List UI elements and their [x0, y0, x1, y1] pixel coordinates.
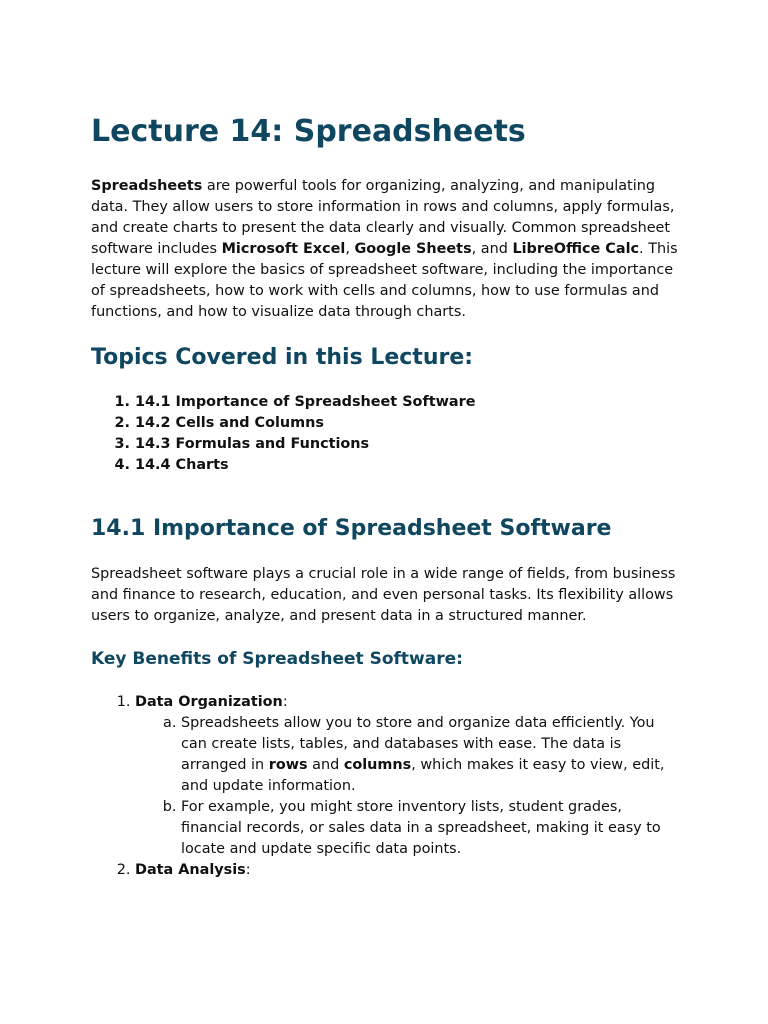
benefit-item — [135, 860, 681, 881]
topics-heading: Topics Covered in this Lecture: — [91, 345, 474, 370]
benefits-heading: Key Benefits of Spreadsheet Software: — [91, 649, 463, 669]
topic-item: 2. 14.2 Cells and Columns — [135, 413, 681, 434]
benefit-colon: : — [282, 694, 288, 710]
intro-bold-spreadsheets: Spreadsheets — [91, 178, 203, 194]
topic-item: 1. 14.1 Importance of Spreadsheet Software — [135, 392, 681, 413]
subitem-bold-rows: rows — [268, 757, 308, 773]
page-title: Lecture 14: Spreadsheets — [91, 114, 526, 149]
section-141-heading: 14.1 Importance of Spreadsheet Software — [91, 516, 612, 541]
benefit-colon: : — [245, 862, 251, 878]
intro-text-1: are powerful tools for organizing, analyzing, and manipulating data. They allow users to store information in rows and columns, apply formulas, and create charts to present the data clearly and visually. Common spreadsheet software includes — [91, 178, 675, 257]
benefit-title: Data Organization — [135, 694, 283, 710]
intro-text-3: , and — [471, 241, 513, 257]
intro-bold-google-sheets: Google Sheets — [354, 241, 472, 257]
topic-item: 4. 14.4 Charts — [135, 455, 681, 476]
topics-list — [91, 392, 681, 476]
subitem-text: and — [307, 757, 344, 773]
intro-text-4: . This lecture will explore the basics of spreadsheet software, including the importance of spreadsheets, how to work with cells and columns, how to use formulas and functions, and how to visualize data through charts. — [91, 241, 678, 320]
benefit-item — [135, 692, 681, 860]
intro-bold-excel: Microsoft Excel — [221, 241, 346, 257]
intro-bold-libreoffice: LibreOffice Calc — [512, 241, 640, 257]
document-content — [91, 110, 681, 881]
intro-paragraph — [91, 176, 681, 323]
benefit-subitem: b. For example, you might store inventory lists, student grades, financial records, or sales data in a spreadsheet, making it easy to locate and update specific data points. — [181, 797, 681, 860]
subitem-bold-columns: columns — [343, 757, 412, 773]
benefit-subitem — [181, 713, 681, 797]
intro-text-2: , — [345, 241, 355, 257]
topic-item: 3. 14.3 Formulas and Functions — [135, 434, 681, 455]
benefit-sublist — [135, 713, 681, 860]
section-141-paragraph: Spreadsheet software plays a crucial role in a wide range of fields, from business and finance to research, education, and even personal tasks. Its flexibility allows users to organize, analyze, and present data in a structured manner. — [91, 566, 676, 624]
subitem-text: , which makes it easy to view, edit, and update information. — [181, 757, 665, 794]
subitem-text: Spreadsheets allow you to store and organize data efficiently. You can create lists, tables, and databases with ease. The data is arranged in — [181, 715, 655, 773]
benefit-title: Data Analysis — [135, 862, 246, 878]
benefits-list — [91, 692, 681, 881]
